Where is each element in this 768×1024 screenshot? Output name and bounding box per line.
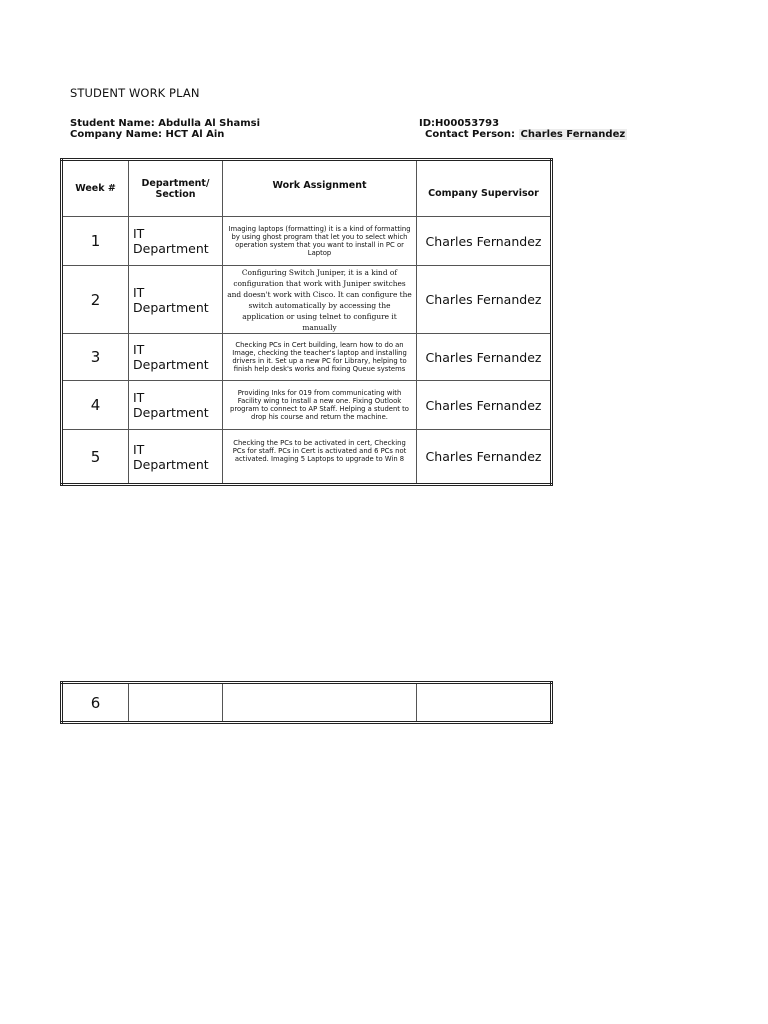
contact-person-line — [425, 129, 627, 140]
student-name-line — [70, 118, 260, 129]
table-row — [62, 683, 552, 723]
week-number: 2 — [62, 266, 129, 334]
work-assignment-cell: Providing Inks for 019 from communicating with Facility wing to install a new one. Fixing Outlook program to connect to AP Staff. Helping a student to drop his course and return the machine. — [223, 381, 417, 430]
week-number: 5 — [62, 430, 129, 485]
supervisor-cell: Charles Fernandez — [417, 381, 552, 430]
work-plan-table-continued — [60, 681, 553, 724]
department-cell: IT Department — [129, 217, 223, 266]
department-cell: IT Department — [129, 381, 223, 430]
contact-person-value: Charles Fernandez — [520, 129, 626, 140]
table-row — [62, 430, 552, 485]
department-cell: IT Department — [129, 266, 223, 334]
table-row — [62, 217, 552, 266]
week-number: 4 — [62, 381, 129, 430]
header-company-supervisor: Company Supervisor — [417, 160, 552, 217]
work-assignment-cell — [223, 683, 417, 723]
supervisor-cell: Charles Fernandez — [417, 217, 552, 266]
table-row — [62, 266, 552, 334]
supervisor-cell — [417, 683, 552, 723]
header-department-line2: Section — [155, 188, 196, 200]
department-cell: IT Department — [129, 334, 223, 381]
header-department — [129, 160, 223, 217]
work-assignment-cell: Checking the PCs to be activated in cert, Checking PCs for staff. PCs in Cert is activated and 6 PCs not activated. Imaging 5 Laptops to upgrade to Win 8 — [223, 430, 417, 485]
week-number: 1 — [62, 217, 129, 266]
document-title: STUDENT WORK PLAN — [70, 86, 200, 100]
work-plan-table — [60, 158, 553, 486]
table-header-row — [62, 160, 552, 217]
student-name-label: Student Name: — [70, 118, 155, 129]
department-cell: IT Department — [129, 430, 223, 485]
table-row — [62, 334, 552, 381]
student-id-value: H00053793 — [435, 118, 500, 129]
work-assignment-cell: Checking PCs in Cert building, learn how to do an Image, checking the teacher's laptop and installing drivers in it. Set up a new PC for Library, helping to finish help desk's works and fixing Queue systems — [223, 334, 417, 381]
week-number: 3 — [62, 334, 129, 381]
department-cell — [129, 683, 223, 723]
work-assignment-cell: Configuring Switch Juniper, it is a kind of configuration that work with Juniper switches and doesn't work with Cisco. It can configure the switch automatically by accessing the application or using telnet to configure it manually — [223, 266, 417, 334]
work-assignment-cell: Imaging laptops (formatting) it is a kind of formatting by using ghost program that let you to select which operation system that you want to install in PC or Laptop — [223, 217, 417, 266]
student-id-line — [419, 118, 499, 129]
company-name-label: Company Name: — [70, 129, 162, 140]
header-work-assignment: Work Assignment — [223, 160, 417, 217]
supervisor-cell: Charles Fernandez — [417, 334, 552, 381]
contact-person-label: Contact Person: — [425, 129, 516, 140]
student-name-value: Abdulla Al Shamsi — [158, 118, 261, 129]
header-department-line1: Department/ — [141, 177, 210, 189]
week-number: 6 — [62, 683, 129, 723]
company-name-line — [70, 129, 224, 140]
header-week: Week # — [62, 160, 129, 217]
company-name-value: HCT Al Ain — [165, 129, 225, 140]
table-row — [62, 381, 552, 430]
supervisor-cell: Charles Fernandez — [417, 266, 552, 334]
student-id-label: ID: — [419, 118, 436, 129]
supervisor-cell: Charles Fernandez — [417, 430, 552, 485]
